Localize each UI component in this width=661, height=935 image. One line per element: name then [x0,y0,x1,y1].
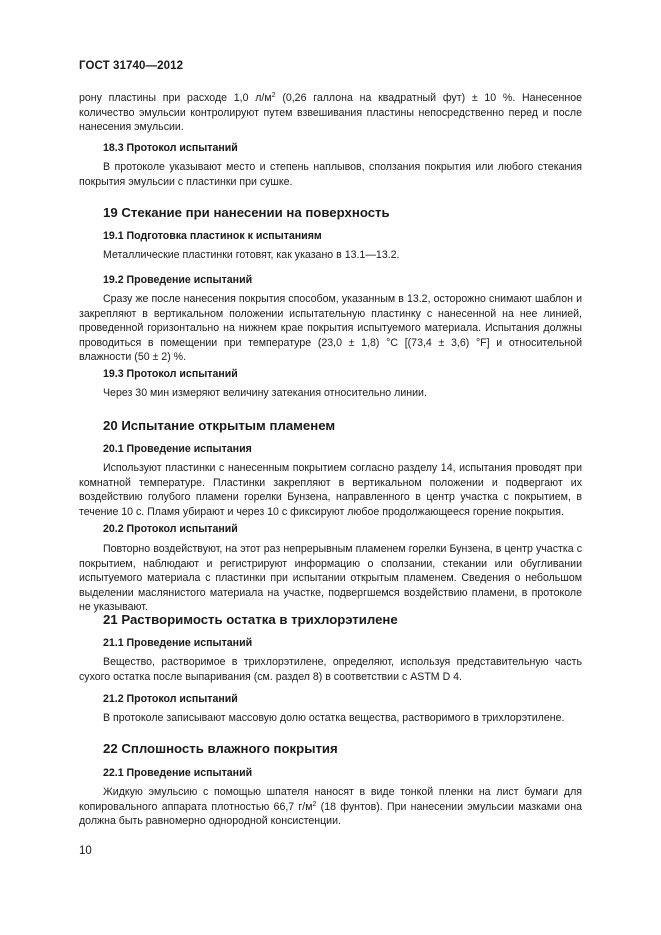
section-20-1-text: Используют пластинки с нанесенным покрытием согласно разделу 14, испытания проводят при комнатной температуре. Пластинки закрепляют в вертикальном положении и подвергают их воздействию голубого пламени горелки Бунзена, направленного в центр участка с покрытием, в течение 10 с. Пламя убирают и через 10 с фиксируют любое продолжающееся горение покрытия. [79,462,582,518]
section-22-1-text-a: Жидкую эмульсию с помощью шпателя наносят в виде тонкой пленки на лист бумаги для копировального аппарата плотностью 66,7 г/м [79,786,582,813]
section-20-title: 20 Испытание открытым пламенем [103,418,336,433]
section-22-1-title: 22.1 Проведение испытаний [103,767,253,779]
section-21-1-title: 21.1 Проведение испытаний [103,637,253,649]
section-21-2-title: 21.2 Протокол испытаний [103,693,238,705]
section-20-2-title: 20.2 Протокол испытаний [103,523,238,535]
section-20-2-text: Повторно воздействуют, на этот раз непрерывным пламенем горелки Бунзена, в центр участка с покрытием, наблюдают и регистрируют информацию о сползании, стекании или обугливании испытуемого материала с пластинки при испытании открытым пламенем. Сведения о небольшом выделении маслянистого материала на участке, подвергшемся воздействию пламени, в протоколе не указывают. [79,543,582,613]
section-21-title: 21 Растворимость остатка в трихлорэтилене [103,612,398,627]
page-number: 10 [79,845,92,857]
section-21-2-text: В протоколе записывают массовую долю остатка вещества, растворимого в трихлорэтилене. [103,712,565,724]
section-22-title: 22 Сплошность влажного покрытия [103,741,338,756]
intro-paragraph [79,91,582,135]
section-22-1-superscript: 2 [312,800,317,808]
section-21-1-text: Вещество, растворимое в трихлорэтилене, определяют, используя представительную часть сухого остатка после выпаривания (см. раздел 8) в соответствии с ASTM D 4. [79,656,582,683]
section-22-1-text-b: (18 фунтов). При нанесении эмульсии мазками она должна быть равномерно однородной консистенции. [79,800,582,827]
section-18-3-title: 18.3 Протокол испытаний [103,142,238,154]
section-19-2-title: 19.2 Проведение испытаний [103,274,253,286]
section-20-1-title: 20.1 Проведение испытания [103,443,252,455]
section-19-1-text: Металлические пластинки готовят, как указано в 13.1—13.2. [103,249,400,261]
section-19-title: 19 Стекание при нанесении на поверхность [103,205,390,220]
section-19-1-title: 19.1 Подготовка пластинок к испытаниям [103,230,322,242]
intro-superscript: 2 [271,92,276,99]
section-19-3-text: Через 30 мин измеряют величину затекания относительно линии. [103,387,427,399]
intro-text-a: рону пластины при расходе 1,0 л/м [79,92,272,104]
section-19-3-title: 19.3 Протокол испытаний [103,368,238,380]
document-header: ГОСТ 31740—2012 [79,60,184,72]
intro-text-b: (0,26 галлона на квадратный фут) ± 10 %. Нанесенное количество эмульсии контролируют путем взвешивания пластины непосредственно перед и после нанесения эмульсии. [79,92,582,133]
section-18-3-text: В протоколе указывают место и степень наплывов, сползания покрытия или любого стекания покрытия эмульсии с пластинки при сушке. [79,161,582,188]
section-19-2-text: Сразу же после нанесения покрытия способом, указанным в 13.2, осторожно снимают шаблон и закрепляют в вертикальном положении испытательную пластинку с нанесенной на нее линией, проведенной горизонтально на нижнем крае покрытия испытуемого материала. Испытания должны проводиться в помещении при температуре (23,0 ± 1,8) °C [(73,4 ± 3,6) °F] и относительной влажности (50 ± 2) %. [79,293,582,363]
section-22-1-text [79,785,582,829]
